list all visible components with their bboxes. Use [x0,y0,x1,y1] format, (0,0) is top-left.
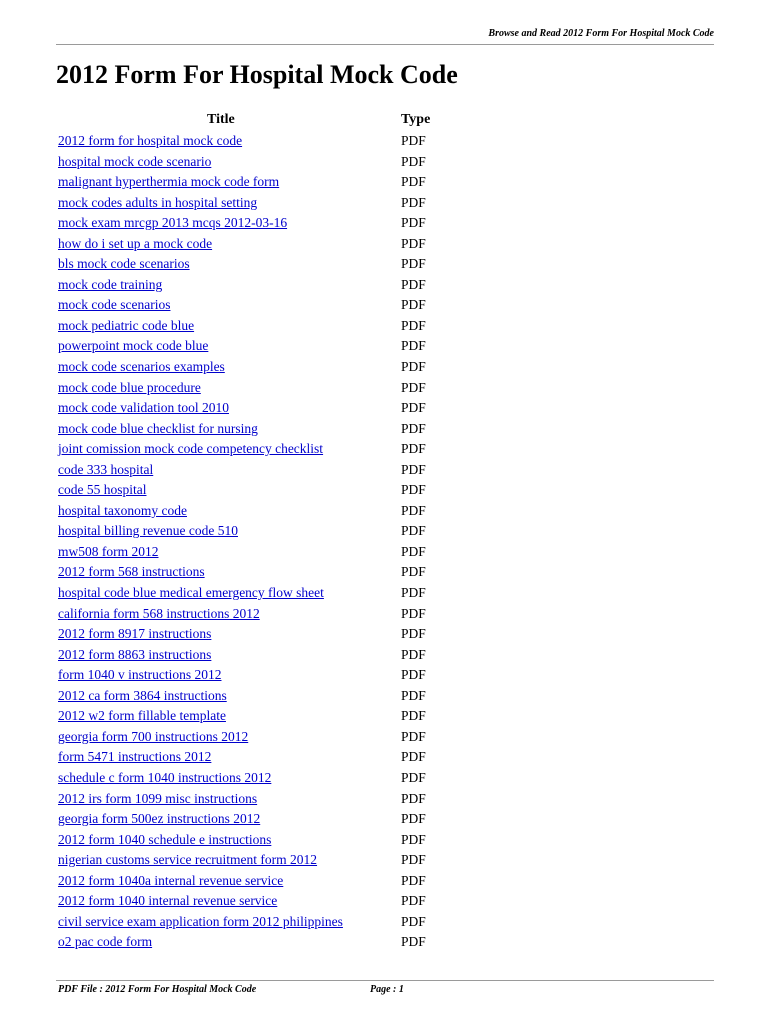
document-link[interactable]: 2012 form for hospital mock code [58,133,243,148]
table-row [0,562,770,583]
table-row [0,604,770,625]
document-link[interactable]: code 55 hospital [58,482,147,498]
document-link[interactable]: hospital code blue medical emergency flow sheet [58,585,324,601]
file-type-label: PDF [401,194,426,210]
column-header-type: Type [401,112,431,127]
file-type-label: PDF [401,893,426,909]
document-link[interactable]: mock codes adults in hospital setting [58,194,258,210]
document-link[interactable]: malignant hyperthermia mock code form [58,174,280,190]
document-link[interactable]: hospital mock code scenario [58,153,212,169]
file-type-label: PDF [401,400,426,416]
document-link[interactable]: how do i set up a mock code [58,235,213,251]
table-row [0,213,770,234]
header-divider [56,44,714,45]
document-link[interactable]: mock code scenarios [58,297,171,313]
document-link[interactable]: 2012 form 568 instructions [58,564,205,580]
file-type-label: PDF [401,852,426,868]
document-link[interactable]: mock code blue procedure [58,379,201,395]
document-link[interactable]: mock pediatric code blue [58,317,195,333]
footer-file-label: PDF File : 2012 Form For Hospital Mock Code [58,984,257,995]
document-link[interactable]: hospital billing revenue code 510 [58,523,238,539]
document-link[interactable]: 2012 form 8863 instructions [58,646,212,662]
page-footer [0,984,770,1000]
table-row [0,706,770,727]
table-row [0,275,770,296]
file-type-label: PDF [401,543,426,559]
table-row [0,131,770,152]
table-row [0,686,770,707]
document-link[interactable]: 2012 form 1040 internal revenue service [58,893,278,909]
column-header-title: Title [207,112,235,127]
file-type-label: PDF [401,728,426,744]
file-type-label: PDF [401,564,426,580]
file-type-label: PDF [401,646,426,662]
table-row [0,480,770,501]
file-type-label: PDF [401,174,426,190]
table-row [0,747,770,768]
document-link[interactable]: joint comission mock code competency checklist [58,441,324,457]
document-link[interactable]: mock code blue checklist for nursing [58,420,258,436]
document-link[interactable]: georgia form 700 instructions 2012 [58,728,249,744]
file-type-label: PDF [401,687,426,703]
document-link[interactable]: mock code scenarios examples [58,359,225,375]
table-row [0,665,770,686]
file-type-label: PDF [401,523,426,539]
document-link[interactable]: mw508 form 2012 [58,543,159,559]
table-row [0,521,770,542]
file-type-label: PDF [401,605,426,621]
page-header: Browse and Read 2012 Form For Hospital Mock Code [488,28,714,39]
document-link[interactable]: mock exam mrcgp 2013 mcqs 2012-03-16 [58,215,288,231]
table-row [0,768,770,789]
file-type-label: PDF [401,256,426,272]
document-link[interactable]: schedule c form 1040 instructions 2012 [58,769,272,785]
file-type-label: PDF [401,769,426,785]
file-type-label: PDF [401,338,426,354]
file-type-label: PDF [401,811,426,827]
document-link[interactable]: 2012 irs form 1099 misc instructions [58,790,258,806]
document-title: 2012 Form For Hospital Mock Code [56,60,458,89]
file-type-label: PDF [401,790,426,806]
file-type-label: PDF [401,317,426,333]
file-type-label: PDF [401,913,426,929]
file-type-label: PDF [401,872,426,888]
table-row [0,152,770,173]
file-type-label: PDF [401,708,426,724]
document-link[interactable]: georgia form 500ez instructions 2012 [58,811,261,827]
file-type-label: PDF [401,379,426,395]
document-link[interactable]: o2 pac code form [58,934,153,950]
file-type-label: PDF [401,441,426,457]
document-link[interactable]: nigerian customs service recruitment form 2012 [58,852,318,868]
file-type-label: PDF [401,934,426,950]
table-row [0,850,770,871]
document-link[interactable]: code 333 hospital [58,461,154,477]
file-type-label: PDF [401,235,426,251]
document-link[interactable]: bls mock code scenarios [58,256,190,272]
table-row [0,193,770,214]
file-type-label: PDF [401,153,426,169]
document-link[interactable]: 2012 form 8917 instructions [58,626,212,642]
table-row [0,501,770,522]
file-type-label: PDF [401,297,426,313]
table-row [0,398,770,419]
document-link[interactable]: california form 568 instructions 2012 [58,605,260,621]
table-row [0,439,770,460]
table-row [0,624,770,645]
table-row [0,932,770,953]
footer-divider [56,980,714,981]
table-row [0,419,770,440]
table-row [0,542,770,563]
document-link[interactable]: 2012 ca form 3864 instructions [58,687,227,703]
file-type-label: PDF [401,626,426,642]
footer-page-number: Page : 1 [370,984,404,995]
table-row [0,727,770,748]
document-link[interactable]: 2012 form 1040 schedule e instructions [58,831,272,847]
file-type-label: PDF [401,667,426,683]
file-type-label: PDF [401,276,426,292]
table-header [0,110,770,130]
document-link[interactable]: hospital taxonomy code [58,502,187,518]
table-row [0,871,770,892]
table-row [0,172,770,193]
document-link[interactable]: powerpoint mock code blue [58,338,209,354]
table-row [0,234,770,255]
table-row [0,357,770,378]
document-link[interactable]: form 1040 v instructions 2012 [58,667,222,683]
document-link[interactable]: mock code validation tool 2010 [58,400,229,416]
document-link[interactable]: 2012 w2 form fillable template [58,708,226,724]
table-row [0,645,770,666]
file-type-label: PDF [401,359,426,375]
file-type-label: PDF [401,749,426,765]
table-row [0,789,770,810]
results-table [0,131,770,953]
file-type-label: PDF [401,133,426,148]
file-type-label: PDF [401,585,426,601]
table-row [0,830,770,851]
table-row [0,912,770,933]
document-link[interactable]: form 5471 instructions 2012 [58,749,212,765]
table-row [0,295,770,316]
table-row [0,316,770,337]
file-type-label: PDF [401,831,426,847]
table-row [0,460,770,481]
file-type-label: PDF [401,482,426,498]
table-row [0,583,770,604]
table-row [0,336,770,357]
table-row [0,809,770,830]
table-row [0,254,770,275]
document-link[interactable]: civil service exam application form 2012 philippines [58,913,343,929]
file-type-label: PDF [401,502,426,518]
file-type-label: PDF [401,461,426,477]
table-row [0,378,770,399]
file-type-label: PDF [401,420,426,436]
document-link[interactable]: mock code training [58,276,163,292]
table-row [0,891,770,912]
file-type-label: PDF [401,215,426,231]
document-link[interactable]: 2012 form 1040a internal revenue service [58,872,284,888]
